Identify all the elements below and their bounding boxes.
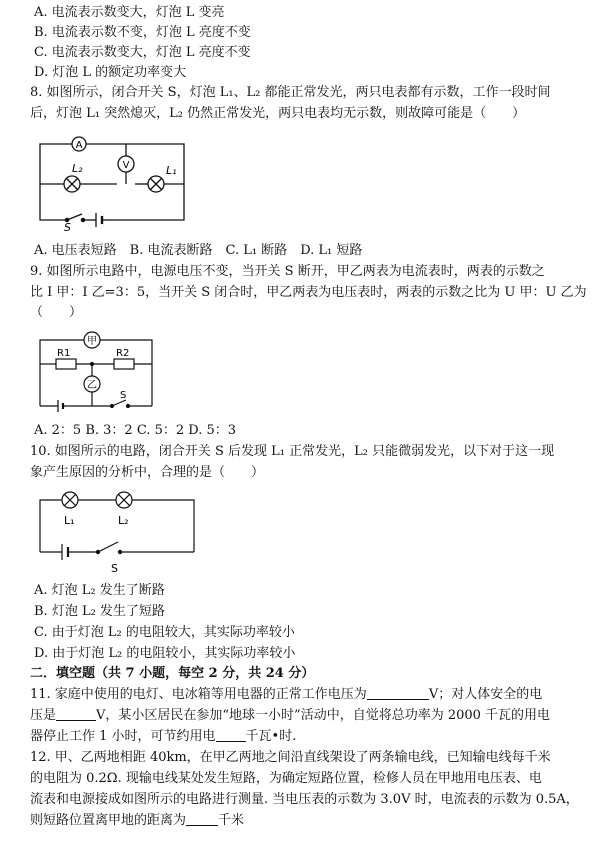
q10-option-b: B. 灯泡 L₂ 发生了短路 [34,604,165,619]
q11-blank-3[interactable] [216,727,246,742]
q11-line3 [30,726,586,747]
q10-lamp-l1-label: L₁ [64,514,75,527]
q7-option-c: C. 电流表示数变大，灯泡 L 亮度不变 [34,45,251,60]
q10-circuit-diagram [34,486,204,576]
q9-stem-line2: 比 I 甲：I 乙=3：5，当开关 S 闭合时，甲乙两表为电压表时，两表的示数之比为 U 甲：U 乙为 [30,285,587,300]
q8-circuit-diagram [34,132,194,232]
q8-stem-line2: 后，灯泡 L₁ 突然熄灭，L₂ 仍然正常发光，两只电表均无示数，则故障可能是（ ） [30,106,526,121]
q9-circuit-diagram [34,326,164,412]
q11-line2-text-b: V，某小区居民在参加“地球一小时”活动中，自觉将总功率为 2000 千瓦的用电 [96,708,551,723]
q11-line1-text-b: V；对人体安全的电 [428,687,543,702]
q10-option-a: A. 灯泡 L₂ 发生了断路 [34,583,165,598]
q7-option-b: B. 电流表示数不变，灯泡 L 亮度不变 [34,25,251,40]
q8-ammeter-symbol: A [75,140,83,151]
q8-lamp-l1-label: L₁ [166,164,177,177]
q9-stem-line3: （ ） [30,305,83,320]
q8-options: A. 电压表短路 B. 电流表断路 C. L₁ 断路 D. L₁ 短路 [34,243,363,258]
q11-blank-2[interactable] [56,706,96,721]
q11-line1-text-a: 11. 家庭中使用的电灯、电冰箱等用电器的正常工作电压为 [30,687,367,702]
q12-line1: 12. 甲、乙两地相距 40km，在甲乙两地之间沿直线架设了两条输电线，已知输电线每千米 [30,750,551,765]
q11-line2 [30,705,586,726]
q9-meter-yi-label: 乙 [87,380,97,391]
q11-blank-1[interactable] [367,685,429,700]
q8-switch-label: S [64,221,71,232]
q9-options: A. 2：5 B. 3：2 C. 5：2 D. 5：3 [34,423,237,438]
q10-lamp-l2-label: L₂ [118,514,129,527]
q9-meter-jia-label: 甲 [87,336,97,347]
q10-switch-label: S [111,562,118,575]
q11-line2-text-a: 压是 [30,708,57,723]
q12-line3: 流表和电源接成如图所示的电路进行测量. 当电压表的示数为 3.0V 时，电流表的示数为 0.5A， [30,792,579,807]
q8-lamp-l2-label: L₂ [72,162,83,175]
q10-option-c: C. 由于灯泡 L₂ 的电阻较大，其实际功率较小 [34,625,295,640]
q9-r1-label: R1 [57,348,71,359]
q12-line2: 的电阻为 0.2Ω. 现输电线某处发生短路，为确定短路位置，检修人员在甲地用电压表、电 [30,771,542,786]
q11-line3-text-b: 千瓦•时. [245,729,297,744]
q12-blank[interactable] [186,811,218,826]
q9-switch-label: S [120,390,127,401]
q12-line4-text-a: 则短路位置离甲地的距离为 [30,813,187,828]
q9-stem-line1: 9. 如图所示电路中，电源电压不变，当开关 S 断开，甲乙两表为电流表时，两表的示数之 [30,264,545,279]
q10-stem-line1: 10. 如图所示的电路，闭合开关 S 后发现 L₁ 正常发光，L₂ 只能微弱发光，以下对于这一现 [30,444,555,459]
q8-stem-line1: 8. 如图所示，闭合开关 S，灯泡 L₁、L₂ 都能正常发光，两只电表都有示数，工作一段时间 [30,85,551,100]
q12-line4-text-b: 千米 [218,813,245,828]
section2-title: 二．填空题（共 7 小题，每空 2 分，共 24 分） [30,666,315,681]
q8-voltmeter-symbol: V [122,160,130,171]
q11-line3-text-a: 器停止工作 1 小时，可节约用电 [30,729,216,744]
q12-line4 [30,810,586,831]
q7-option-d: D. 灯泡 L 的额定功率变大 [34,65,187,80]
q10-stem-line2: 象产生原因的分析中，合理的是（ ） [30,465,265,480]
q11-line1 [30,684,586,705]
q9-r2-label: R2 [116,348,130,359]
q10-option-d: D. 由于灯泡 L₂ 的电阻较小，其实际功率较小 [34,646,296,661]
q7-option-a: A. 电流表示数变大，灯泡 L 变亮 [34,5,225,20]
